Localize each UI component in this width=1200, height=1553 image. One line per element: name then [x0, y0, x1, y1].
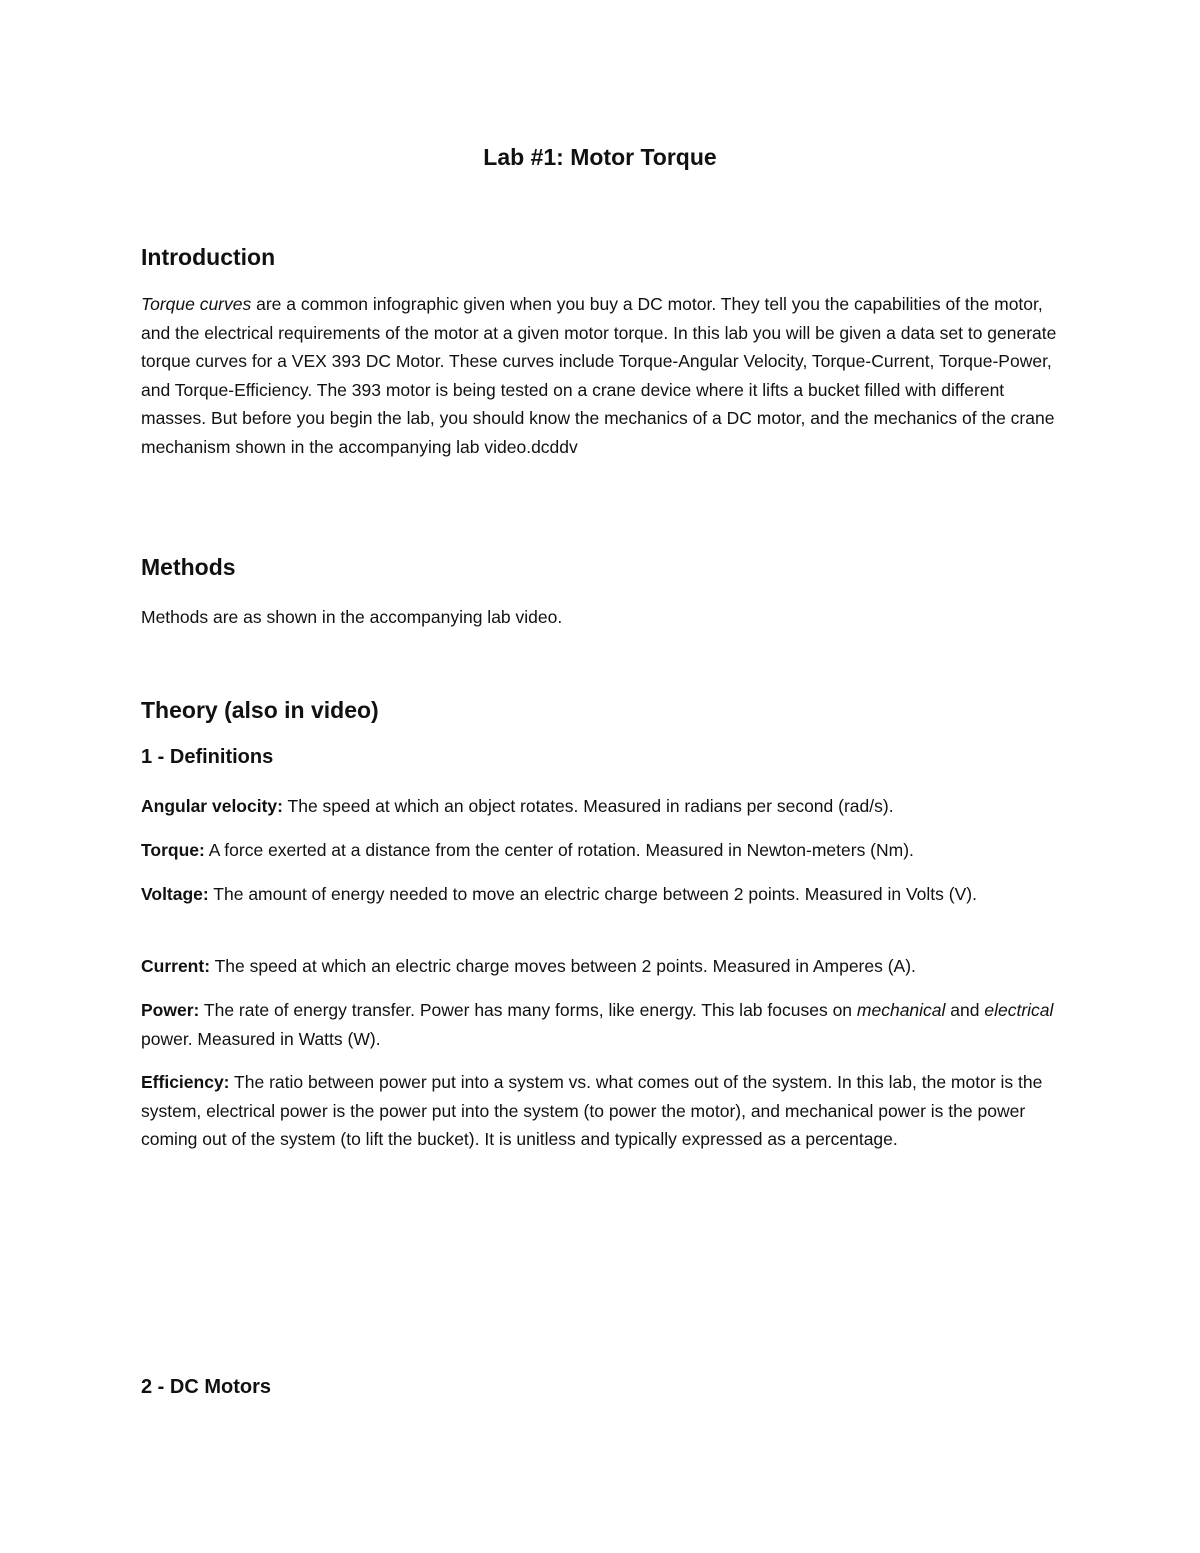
definition-term: Efficiency: [141, 1072, 230, 1092]
methods-heading: Methods [141, 554, 236, 580]
definition-text: and [945, 1000, 985, 1020]
definition-efficiency [141, 1068, 1061, 1154]
methods-paragraph: Methods are as shown in the accompanying lab video. [141, 607, 563, 627]
introduction-text: are a common infographic given when you buy a DC motor. They tell you the capabilities of the motor, and the electrical requirements of the motor at a given motor torque. In this lab you will be given a data set to generate torque curves for a VEX 393 DC Motor. These curves include Torque-Angular Velocity, Torque-Current, Torque-Power, and Torque-Efficiency. The 393 motor is being tested on a crane device where it lifts a bucket filled with different masses. But before you begin the lab, you should know the mechanics of a DC motor, and the mechanics of the crane mechanism shown in the accompanying lab video.dcddv [141, 294, 1057, 457]
definitions-heading: 1 - Definitions [141, 746, 274, 768]
definition-term: Power: [141, 1000, 200, 1020]
theory-heading: Theory (also in video) [141, 697, 379, 723]
definition-term: Voltage: [141, 884, 209, 904]
definition-voltage [141, 880, 1061, 909]
introduction-paragraph [141, 290, 1061, 462]
electrical-term: electrical [984, 1000, 1054, 1020]
definition-text: The ratio between power put into a system vs. what comes out of the system. In this lab, the motor is the system, electrical power is the power put into the system (to power the motor), and mechanical power is the power coming out of the system (to lift the bucket). It is unitless and typically expressed as a percentage. [141, 1072, 1043, 1150]
definition-text: The speed at which an object rotates. Measured in radians per second (rad/s). [282, 796, 894, 816]
definition-term: Current: [141, 956, 211, 976]
definition-torque [141, 836, 1061, 865]
torque-curves-term: Torque curves [141, 294, 252, 314]
definition-text: The speed at which an electric charge moves between 2 points. Measured in Amperes (A). [210, 956, 916, 976]
definition-power [141, 996, 1061, 1053]
introduction-heading: Introduction [141, 244, 276, 270]
definition-text: A force exerted at a distance from the center of rotation. Measured in Newton-meters (Nm). [204, 840, 914, 860]
definition-text: The rate of energy transfer. Power has many forms, like energy. This lab focuses on [199, 1000, 857, 1020]
definition-term: Angular velocity: [141, 796, 283, 816]
mechanical-term: mechanical [856, 1000, 946, 1020]
definition-term: Torque: [141, 840, 205, 860]
document-title: Lab #1: Motor Torque [483, 144, 717, 170]
definition-current [141, 952, 1061, 981]
definition-text: power. Measured in Watts (W). [141, 1028, 381, 1049]
dc-motors-heading: 2 - DC Motors [141, 1376, 271, 1398]
definition-text: The amount of energy needed to move an electric charge between 2 points. Measured in Volts (V). [208, 884, 977, 904]
definition-angular-velocity [141, 792, 1061, 821]
